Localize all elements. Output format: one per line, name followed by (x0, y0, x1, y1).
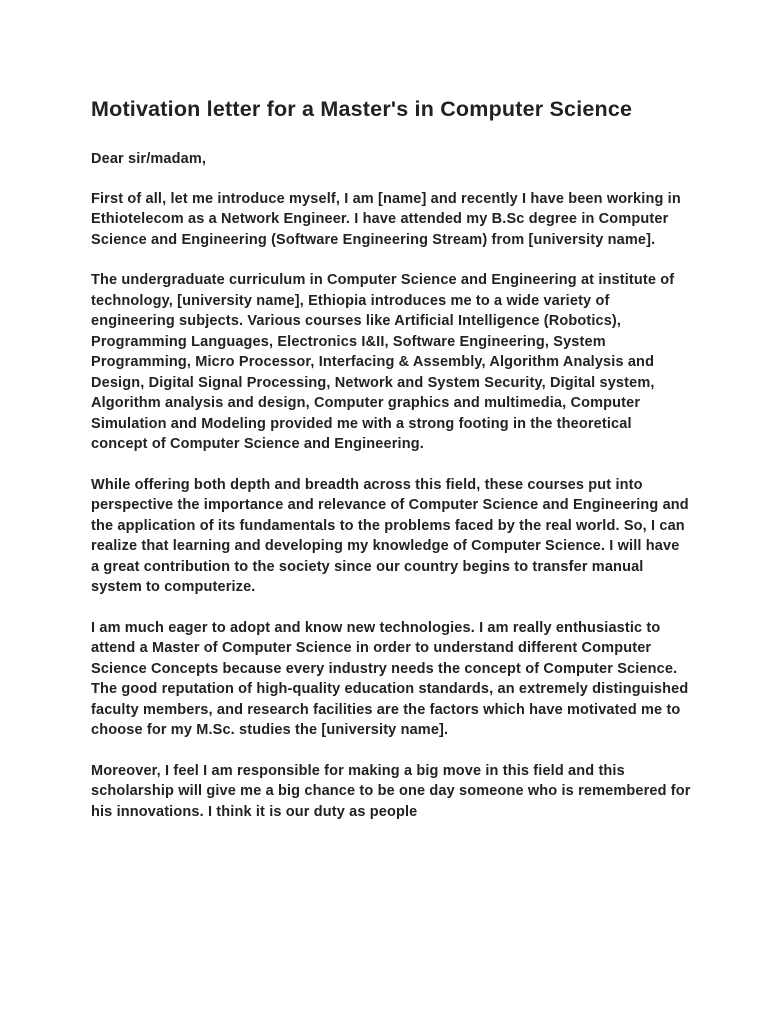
salutation: Dear sir/madam, (91, 151, 207, 167)
paragraph-motivation: I am much eager to adopt and know new technologies. I am really enthusiastic to attend a Master of Computer Science in order to understand different Computer Science Concepts because every industry needs the concept of Computer Science. The good reputation of high-quality education standards, an extremely distinguished faculty members, and research facilities are the factors which have motivated me to choose for my M.Sc. studies the [university name]. (91, 619, 689, 738)
paragraph-responsibility: Moreover, I feel I am responsible for making a big move in this field and this scholarship will give me a big chance to be one day someone who is remembered for his innovations. I think it is our duty as people (91, 762, 691, 820)
paragraph-perspective: While offering both depth and breadth across this field, these courses put into perspective the importance and relevance of Computer Science and Engineering and the application of its fundamentals to the problems faced by the real world. So, I can realize that learning and developing my knowledge of Computer Science. I will have a great contribution to the society since our country begins to transfer manual system to computerize. (91, 476, 689, 595)
paragraph-curriculum: The undergraduate curriculum in Computer Science and Engineering at institute of technology, [university name], Ethiopia introduces me to a wide variety of engineering subjects. Various courses like Artificial Intelligence (Robotics), Programming Languages, Electronics I&II, Software Engineering, System Programming, Micro Processor, Interfacing & Assembly, Algorithm Analysis and Design, Digital Signal Processing, Network and System Security, Digital system, Algorithm analysis and design, Computer graphics and multimedia, Computer Simulation and Modeling provided me with a strong footing in the theoretical concept of Computer Science and Engineering. (91, 272, 675, 452)
letter-page (91, 94, 691, 842)
letter-title: Motivation letter for a Master's in Computer Science (91, 97, 633, 121)
paragraph-introduction: First of all, let me introduce myself, I am [name] and recently I have been working in Ethiotelecom as a Network Engineer. I have attended my B.Sc degree in Computer Science and Engineering (Software Engineering Stream) from [university name]. (91, 190, 681, 248)
